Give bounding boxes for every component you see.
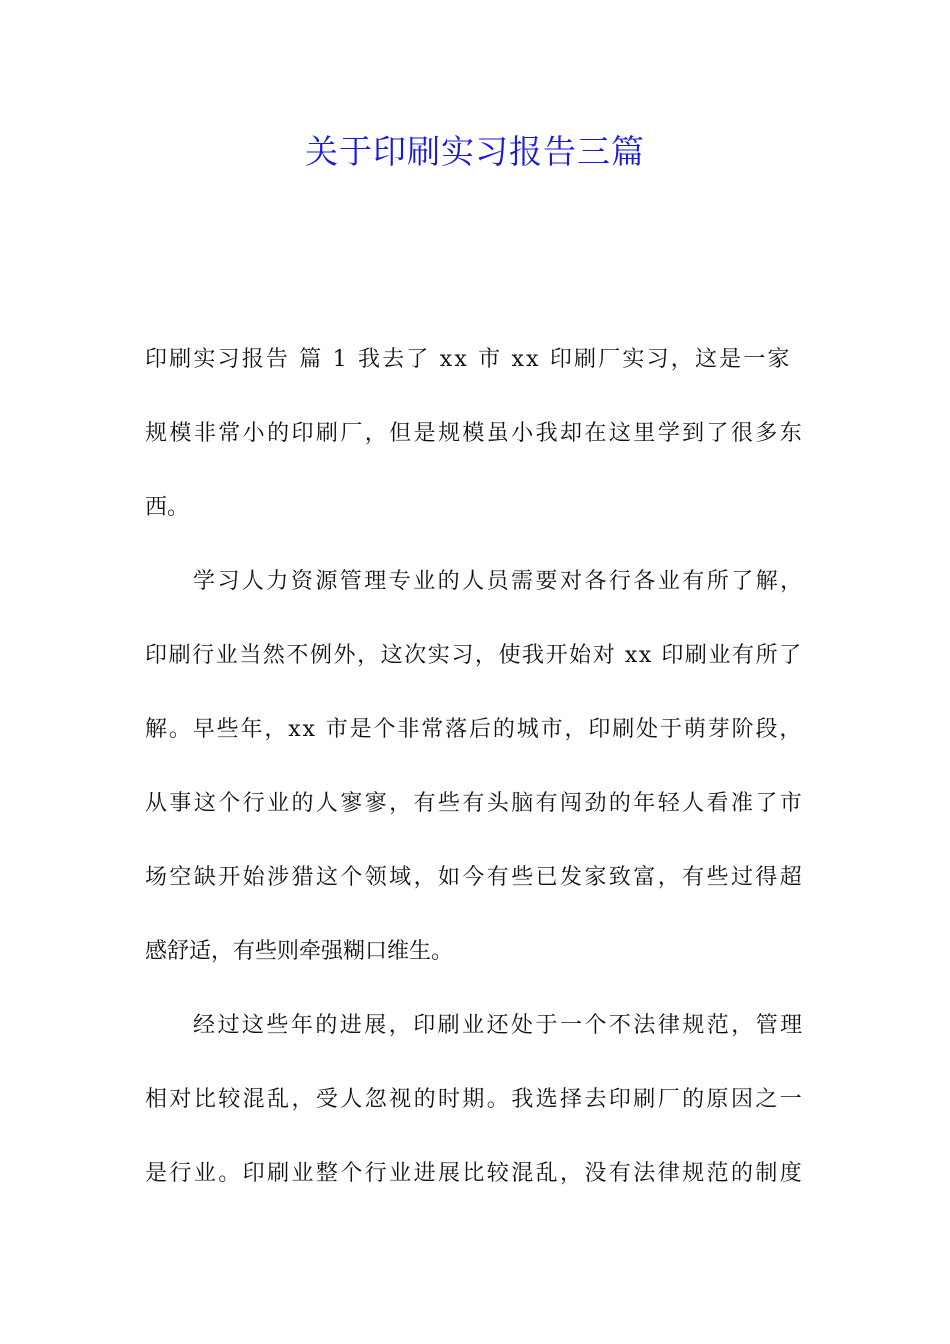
text-line [145,705,807,779]
text-line [145,335,807,409]
text-line [145,557,807,631]
text-line [145,853,807,927]
line-text: 西。 [145,495,190,520]
line-text: 场空缺开始涉猎这个领域，如今有些已发家致富，有些过得超 [145,865,805,890]
line-text: 从事这个行业的人寥寥，有些有头脑有闯劲的年轻人看准了市 [145,791,805,816]
text-line [145,631,807,705]
document-body [145,335,807,1223]
document-title: 关于印刷实习报告三篇 [305,132,645,171]
text-line [145,1075,807,1149]
line-text: 相对比较混乱，受人忽视的时期。我选择去印刷厂的原因之一 [145,1087,805,1112]
text-line [145,1149,807,1223]
line-text: 解。早些年，xx 市是个非常落后的城市，印刷处于萌芽阶段， [145,717,804,742]
line-text: 经过这些年的进展，印刷业还处于一个不法律规范，管理 [193,1013,805,1038]
text-line [145,1001,807,1075]
text-line [145,483,807,557]
line-text: 感舒适，有些则牵强糊口维生。 [145,939,454,964]
line-text: 是行业。印刷业整个行业进展比较混乱，没有法律规范的制度 [145,1161,805,1186]
text-line [145,927,807,1001]
text-line [145,779,807,853]
line-text: 印刷行业当然不例外，这次实习，使我开始对 xx 印刷业有所了 [145,643,803,668]
line-text: 印刷实习报告 篇 1 我去了 xx 市 xx 印刷厂实习，这是一家 [145,347,792,372]
text-line [145,409,807,483]
line-text: 规模非常小的印刷厂，但是规模虽小我却在这里学到了很多东 [145,421,805,446]
line-text: 学习人力资源管理专业的人员需要对各行各业有所了解， [193,569,805,594]
